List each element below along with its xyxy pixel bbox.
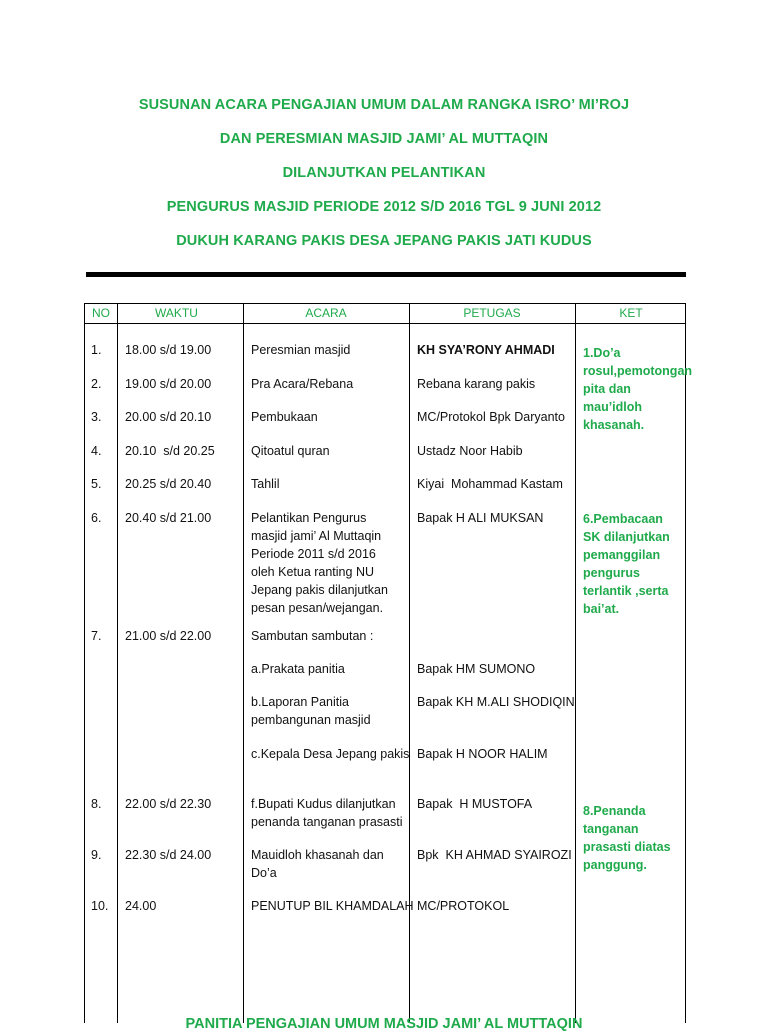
row-10-acara: PENUTUP BIL KHAMDALAH — [251, 899, 414, 913]
row-7c-acara: c.Kepala Desa Jepang pakis — [251, 747, 410, 761]
row-5-waktu: 20.25 s/d 20.40 — [125, 477, 212, 491]
row-7a-petugas: Bapak HM SUMONO — [417, 662, 536, 676]
title-line-1: SUSUNAN ACARA PENGAJIAN UMUM DALAM RANGKA ISRO’ MI’ROJ — [138, 97, 630, 113]
header-ket: KET — [619, 306, 643, 320]
row-9-acara: Mauidloh khasanah dan Do’a — [251, 848, 384, 880]
row-2-waktu: 19.00 s/d 20.00 — [125, 377, 212, 391]
row-7-waktu: 21.00 s/d 22.00 — [125, 629, 212, 643]
row-1-acara: Peresmian masjid — [251, 343, 351, 357]
row-8-petugas: Bapak H MUSTOFA — [417, 797, 533, 811]
row-10-petugas: MC/PROTOKOL — [417, 899, 510, 913]
row-10-no: 10. — [91, 899, 109, 913]
column-divider — [117, 304, 118, 1023]
row-3-waktu: 20.00 s/d 20.10 — [125, 410, 212, 424]
row-9-petugas: Bpk KH AHMAD SYAIROZI — [417, 848, 572, 862]
header-acara: ACARA — [305, 306, 347, 320]
row-7-acara: Sambutan sambutan : — [251, 629, 374, 643]
row-7a-acara: a.Prakata panitia — [251, 662, 345, 676]
header-petugas: PETUGAS — [463, 306, 521, 320]
row-9-waktu: 22.30 s/d 24.00 — [125, 848, 212, 862]
row-3-no: 3. — [91, 410, 102, 424]
row-8-waktu: 22.00 s/d 22.30 — [125, 797, 212, 811]
divider-rule — [86, 272, 686, 277]
row-8-no: 8. — [91, 797, 102, 811]
row-3-acara: Pembukaan — [251, 410, 318, 424]
ket-note-8: 8.Penanda tanganan prasasti diatas panggung. — [583, 804, 671, 872]
row-5-petugas: Kiyai Mohammad Kastam — [417, 477, 563, 491]
row-2-acara: Pra Acara/Rebana — [251, 377, 354, 391]
row-1-waktu: 18.00 s/d 19.00 — [125, 343, 212, 357]
header-no: NO — [92, 306, 110, 320]
row-6-petugas: Bapak H ALI MUKSAN — [417, 511, 544, 525]
row-7-no: 7. — [91, 629, 102, 643]
row-4-no: 4. — [91, 444, 102, 458]
row-5-no: 5. — [91, 477, 102, 491]
document-title — [0, 88, 768, 258]
row-6-acara: Pelantikan Pengurus masjid jami’ Al Muttaqin Periode 2011 s/d 2016 oleh Ketua ranting NU Jepang pakis dilanjutkan pesan pesan/wejangan. — [251, 511, 388, 615]
column-divider — [575, 304, 576, 1023]
row-10-waktu: 24.00 — [125, 899, 157, 913]
row-7c-petugas: Bapak H NOOR HALIM — [417, 747, 548, 761]
committee-footer: PANITIA PENGAJIAN UMUM MASJID JAMI’ AL MUTTAQIN — [185, 1016, 583, 1032]
row-9-no: 9. — [91, 848, 102, 862]
title-line-4: PENGURUS MASJID PERIODE 2012 S/D 2016 TGL 9 JUNI 2012 — [166, 199, 602, 215]
column-divider — [409, 304, 410, 1023]
row-5-acara: Tahlil — [251, 477, 280, 491]
title-line-3: DILANJUTKAN PELANTIKAN — [282, 165, 486, 181]
title-line-2: DAN PERESMIAN MASJID JAMI’ AL MUTTAQIN — [219, 131, 549, 147]
row-4-waktu: 20.10 s/d 20.25 — [125, 444, 215, 458]
ket-note-6: 6.Pembacaan SK dilanjutkan pemanggilan pengurus terlantik ,serta bai’at. — [583, 512, 670, 616]
row-2-petugas: Rebana karang pakis — [417, 377, 536, 391]
row-1-no: 1. — [91, 343, 102, 357]
row-3-petugas: MC/Protokol Bpk Daryanto — [417, 410, 565, 424]
header-divider — [85, 323, 685, 324]
row-6-no: 6. — [91, 511, 102, 525]
row-7b-acara: b.Laporan Panitia pembangunan masjid — [251, 695, 371, 727]
row-1-petugas: KH SYA’RONY AHMADI — [417, 343, 555, 357]
schedule-table — [84, 303, 693, 1023]
row-4-petugas: Ustadz Noor Habib — [417, 444, 523, 458]
row-4-acara: Qitoatul quran — [251, 444, 330, 458]
ket-note-1: 1.Do’a rosul,pemotongan pita dan mau’idloh khasanah. — [583, 346, 693, 432]
title-line-5: DUKUH KARANG PAKIS DESA JEPANG PAKIS JATI KUDUS — [176, 233, 592, 249]
row-8-acara: f.Bupati Kudus dilanjutkan penanda tanganan prasasti — [251, 797, 403, 829]
column-divider — [243, 304, 244, 1023]
row-2-no: 2. — [91, 377, 102, 391]
header-waktu: WAKTU — [155, 306, 198, 320]
row-6-waktu: 20.40 s/d 21.00 — [125, 511, 212, 525]
row-7b-petugas: Bapak KH M.ALI SHODIQIN — [417, 695, 575, 709]
